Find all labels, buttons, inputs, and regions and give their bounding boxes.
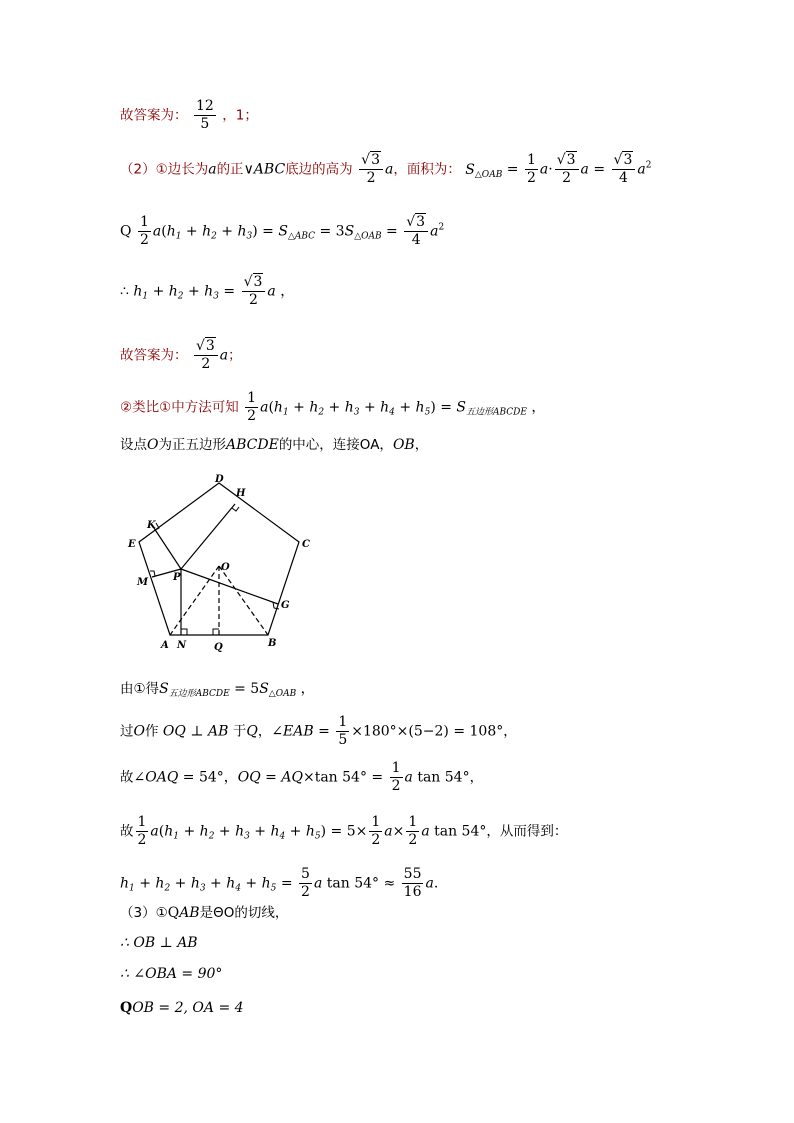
- perpendicular-line: 过O作 OQ ⊥ AB 于Q，∠EAB = $\frac{1}{5}$ ×180°×(5−2) = 108°，: [120, 714, 517, 748]
- setup-text4: ，: [414, 437, 429, 453]
- result-tail: .: [433, 875, 439, 892]
- part3-line: [120, 906, 288, 921]
- label-m: M: [137, 577, 149, 588]
- setup-text2: 为正五边形: [158, 437, 226, 453]
- answer-rest: ，1；: [222, 107, 258, 124]
- analogy-line: ②类比①中方法可知 $\frac{1}{2}$ $a(h_1 + h_2 + h_3 + h_4 + h_5) = S_{五边形ABCDE}$ ，: [120, 390, 546, 424]
- setup-ob: OB: [392, 437, 415, 453]
- label-g: G: [281, 600, 290, 611]
- label-e: E: [128, 539, 136, 550]
- sum-text1: 故: [120, 823, 134, 840]
- label-b: B: [268, 638, 277, 649]
- result-line: $h_1 + h_2 + h_3 + h_4 + h_5$ = $\frac{5}{2}$ a tan 54° ≈ $\frac{55}{16}$ a.: [120, 866, 439, 900]
- setup-text3: 的中心，连接OA，: [278, 437, 393, 453]
- perp-text1: 过: [120, 723, 134, 740]
- equation-result-heights: ∴ $h_1 + h_2 + h_3$ = $\frac{√3}{2}$ a ，: [120, 274, 295, 308]
- label-a: A: [161, 640, 169, 651]
- sum-line: 故 $\frac{1}{2}$ $a(h_1 + h_2 + h_3 + h_4 + h_5) = 5\times$ $\frac{1}{2}$ a× $\frac{1}{2}$ a tan 54°，从而得到：: [120, 814, 568, 848]
- pentagon-figure: [118, 470, 328, 660]
- answer2-prefix: 故答案为：: [120, 347, 188, 364]
- segment-ob: [219, 566, 268, 635]
- answer-line-2: 故答案为： $\frac{√3}{2}$ a；: [120, 338, 242, 372]
- ob-oa-values: OB = 2, OA = 4: [132, 1000, 244, 1016]
- answer2-suffix: ；: [228, 347, 242, 364]
- label-n: N: [177, 640, 187, 651]
- step3-line2: ∴ ∠OBA = 90°: [120, 966, 223, 982]
- analogy-text: ②类比①中方法可知: [120, 399, 239, 416]
- because-symbol-2: Q: [120, 1000, 133, 1016]
- setup-line: [120, 438, 428, 453]
- label-o: O: [221, 562, 230, 573]
- label-h: H: [236, 488, 246, 499]
- step3-line1: ∴ OB ⊥ AB: [120, 935, 198, 951]
- step3-line3: [120, 1001, 244, 1015]
- perp-text3: 于: [232, 723, 247, 740]
- segment-ph: [181, 504, 235, 569]
- part3-text2: 是ΘO的切线，: [199, 905, 289, 921]
- perp-text4: ，: [257, 723, 272, 740]
- fraction-12-5: $\frac{12}{5}$: [195, 98, 214, 132]
- answer-prefix: 故答案为：: [120, 107, 188, 124]
- setup-o: O: [147, 437, 159, 453]
- part3-label: （3）①: [120, 905, 168, 921]
- part2-line: （2）①边长为a的正∨ABC底边的高为 $\frac{√3}{2}$ a，面积为： $S_{\triangle OAB}$ = $\frac{1}{2}$ a· $\frac{√3}{2}$ a = $\frac{√3}{4}$ $a^2$: [120, 152, 652, 186]
- label-q: Q: [214, 642, 223, 653]
- angle-text1: 故: [120, 769, 134, 786]
- answer-line-1: [120, 98, 258, 133]
- angle-tail: ，: [469, 769, 484, 786]
- label-p: P: [173, 572, 181, 583]
- perp-tail: ，: [503, 723, 517, 740]
- because-symbol: Q: [120, 223, 132, 240]
- height-text: 底边的高为: [285, 161, 353, 178]
- triangle-abc: ∨ABC: [243, 161, 286, 178]
- from1-line: 由①得$S_{五边形ABCDE} = 5S_{\triangle OAB}$ ，: [120, 681, 315, 699]
- perp-o: O: [133, 723, 145, 740]
- part3-because: Q: [167, 905, 180, 921]
- part2-mid: 的正: [216, 161, 244, 178]
- area-formula: $S_{\triangle OAB}$: [465, 161, 503, 180]
- equation-sum-heights: Q $\frac{1}{2}$ $a(h_1 + h_2 + h_3) = S_{\triangle ABC} = 3S_{\triangle OAB}$ = $\frac{√3}{4}$ $a^2$: [120, 214, 445, 248]
- sum-tail: ，从而得到：: [486, 823, 568, 840]
- segment-pk: [152, 525, 181, 569]
- perp-q: Q: [246, 723, 258, 740]
- label-d: D: [215, 474, 224, 485]
- fraction-sqrt3-over-2: $\frac{√3}{2}$: [359, 152, 383, 187]
- angle-line: 故∠OAQ = 54°，OQ = AQ×tan 54° = $\frac{1}{2}$ a tan 54°，: [120, 760, 484, 794]
- part2-label: （2）①边长为: [120, 161, 209, 178]
- pentagon-abcde: [139, 483, 299, 635]
- area-text: ，面积为：: [393, 161, 461, 178]
- label-k: K: [147, 520, 156, 531]
- var-a: a: [208, 161, 217, 178]
- setup-text1: 设点: [120, 437, 147, 453]
- perp-text2: 作: [144, 723, 159, 740]
- part3-ab: AB: [179, 905, 200, 921]
- setup-poly: ABCDE: [225, 437, 279, 453]
- from1-text: 由①得: [120, 681, 160, 697]
- label-c: C: [302, 539, 310, 550]
